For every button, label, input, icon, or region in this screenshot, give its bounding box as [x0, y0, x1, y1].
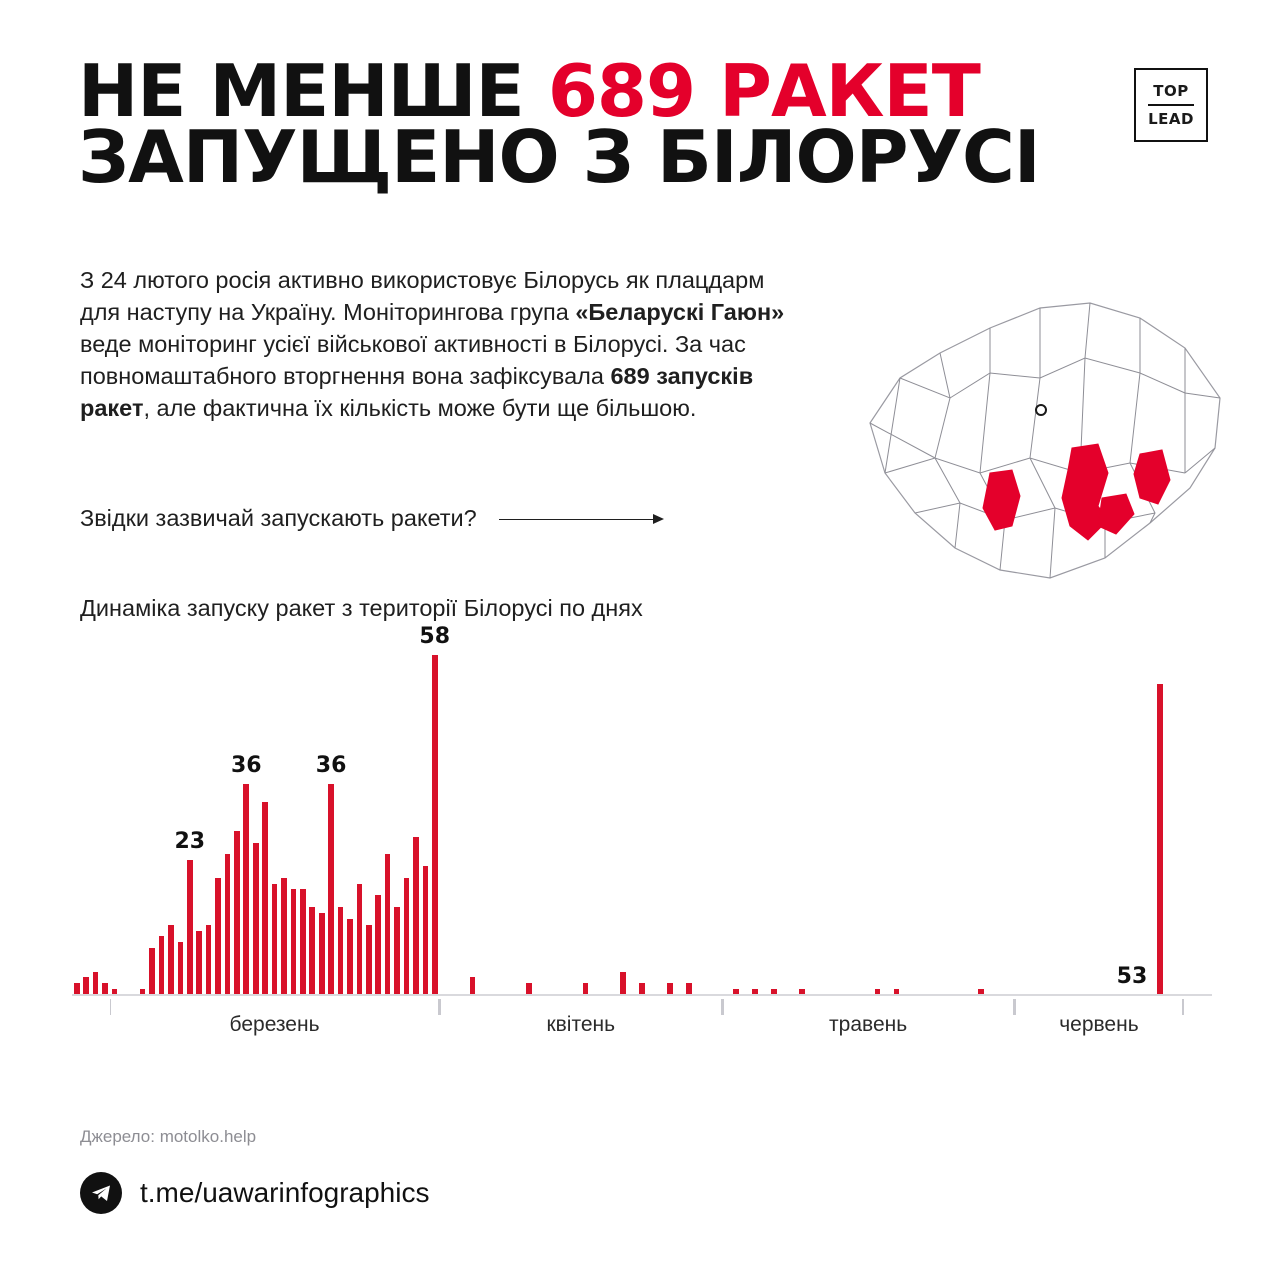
- chart-bar: [215, 878, 221, 995]
- chart-bar-slot: [496, 595, 505, 995]
- chart-bar-slot: [948, 595, 957, 995]
- chart-bar-slot: [854, 595, 863, 995]
- daily-launches-bar-chart: [0, 624, 1280, 1065]
- chart-bar-slot: [863, 595, 872, 995]
- chart-bar-slot: [1108, 595, 1117, 995]
- chart-bar-slot: [571, 595, 580, 995]
- chart-bar-slot: [609, 595, 618, 995]
- chart-bar-slot: [270, 595, 279, 995]
- telegram-row[interactable]: [80, 1172, 429, 1214]
- chart-bar: [328, 784, 334, 995]
- chart-bar-slot: [656, 595, 665, 995]
- chart-bar-slot: [251, 595, 260, 995]
- chart-bar-slot: [1071, 595, 1080, 995]
- chart-bar-slot: [543, 595, 552, 995]
- chart-bar: [149, 948, 155, 995]
- chart-bar-slot: [100, 595, 109, 995]
- chart-bar-slot: [892, 595, 901, 995]
- chart-bar-slot: [722, 595, 731, 995]
- chart-bar-slot: [166, 595, 175, 995]
- chart-bar-slot: [807, 595, 816, 995]
- chart-bar: [357, 884, 363, 995]
- chart-bar-value-label: 58: [419, 624, 451, 649]
- chart-bar-value-label: 36: [315, 752, 347, 778]
- chart-bar: [253, 843, 259, 995]
- chart-bar: [234, 831, 240, 995]
- chart-bar-slot: [1137, 595, 1146, 995]
- chart-bar-slot: [232, 595, 241, 995]
- chart-bar-slot: [439, 595, 448, 995]
- chart-bar-slot: [1024, 595, 1033, 995]
- chart-bar: [168, 925, 174, 995]
- chart-month-group: [439, 999, 722, 1045]
- chart-month-axis: [72, 999, 1212, 1045]
- intro-paragraph: [80, 265, 810, 425]
- chart-bar-slot: [694, 595, 703, 995]
- chart-bar: [1157, 684, 1163, 995]
- chart-bar-slot: [845, 595, 854, 995]
- title-part-dark-2: ЗАПУЩЕНО З БІЛОРУСІ: [78, 115, 1040, 200]
- chart-bar: [470, 977, 476, 995]
- chart-bar-value-label: 53: [1116, 964, 1148, 989]
- chart-bar-slot: [194, 595, 203, 995]
- chart-bar-slot: [977, 595, 986, 995]
- chart-bar-slot: [364, 595, 373, 995]
- chart-bar: [300, 889, 306, 995]
- chart-bar-slot: [230, 595, 262, 995]
- chart-bar-slot: [939, 595, 948, 995]
- chart-bar-slot: [315, 595, 347, 995]
- chart-bar-slot: [1090, 595, 1099, 995]
- chart-bar: [413, 837, 419, 995]
- question-row: [80, 505, 820, 532]
- intro-text-1: З 24 лютого росія активно використовує Білорусь як плацдарм для наступу на Україну. Моніторингова група: [80, 267, 765, 325]
- chart-bar-slot: [213, 595, 222, 995]
- chart-bar-slot: [336, 595, 345, 995]
- chart-bar-slot: [788, 595, 797, 995]
- chart-bar-slot: [797, 595, 806, 995]
- chart-bar-slot: [618, 595, 627, 995]
- telegram-handle: t.me/uawarinfographics: [140, 1177, 430, 1208]
- chart-bar-slot: [1146, 595, 1155, 995]
- chart-bar-slot: [1014, 595, 1023, 995]
- chart-bar-slot: [421, 595, 430, 995]
- chart-month-group: [722, 999, 1014, 1045]
- chart-title: Динаміка запуску ракет з території Білорусі по днях: [80, 595, 643, 621]
- chart-bar: [83, 977, 89, 995]
- chart-bar-slot: [1156, 595, 1165, 995]
- chart-bar-slot: [147, 595, 156, 995]
- chart-bar-slot: [684, 595, 693, 995]
- chart-bar-slot: [505, 595, 514, 995]
- chart-bar-slot: [911, 595, 920, 995]
- belarus-map-svg: [840, 258, 1240, 588]
- chart-bar-slot: [1203, 595, 1212, 995]
- chart-bar-slot: [308, 595, 317, 995]
- source-note: Джерело: motolko.help: [80, 1127, 257, 1146]
- axis-month-label: березень: [229, 1013, 320, 1036]
- chart-bar: [338, 907, 344, 995]
- chart-bar-slot: [1099, 595, 1108, 995]
- chart-bar-slot: [204, 595, 213, 995]
- chart-bar-slot: [581, 595, 590, 995]
- chart-bar-slot: [515, 595, 524, 995]
- chart-bar: [432, 655, 438, 995]
- chart-bar: [394, 907, 400, 995]
- chart-bar-slot: [1042, 595, 1051, 995]
- chart-bar-slot: [562, 595, 571, 995]
- chart-bar-slot: [477, 595, 486, 995]
- chart-bar: [225, 854, 231, 995]
- chart-bar: [159, 936, 165, 995]
- chart-bar-slot: [1080, 595, 1089, 995]
- chart-bar-slot: [176, 595, 185, 995]
- chart-bar-slot: [826, 595, 835, 995]
- chart-bar-slot: [110, 595, 119, 995]
- chart-bar: [243, 784, 249, 995]
- chart-bar-slot: [487, 595, 496, 995]
- title-part-red: 689 РАКЕТ: [547, 49, 980, 133]
- chart-bar-slot: [769, 595, 778, 995]
- intro-bold-1: «Беларускі Гаюн»: [575, 298, 785, 325]
- chart-bar-slot: [666, 595, 675, 995]
- chart-month-group: [1014, 999, 1184, 1045]
- chart-bar-slot: [1005, 595, 1014, 995]
- chart-bar-slot: [279, 595, 288, 995]
- chart-bar-slot: [873, 595, 882, 995]
- chart-bar: [423, 866, 429, 995]
- logo-divider: [1148, 104, 1194, 106]
- chart-bar-slot: [741, 595, 750, 995]
- chart-bar-slot: [637, 595, 646, 995]
- chart-bar-slot: [157, 595, 166, 995]
- chart-bar: [272, 884, 278, 995]
- chart-bar-slot: [298, 595, 307, 995]
- chart-bar-slot: [289, 595, 298, 995]
- chart-bar-slot: [345, 595, 354, 995]
- chart-bar-slot: [1116, 595, 1148, 995]
- chart-bar-slot: [835, 595, 844, 995]
- chart-bar: [206, 925, 212, 995]
- chart-bar-slot: [675, 595, 684, 995]
- title-part-dark: НЕ МЕНШЕ: [78, 49, 524, 133]
- intro-bold-2: 689 запусків ракет: [80, 362, 754, 421]
- chart-bar: [375, 895, 381, 995]
- intro-text-2: веде моніторинг усієї військової активності в Білорусі. За час повномаштабного вторгнення вона зафіксувала: [80, 330, 746, 389]
- chart-bars-container: [72, 595, 1212, 995]
- chart-bar-slot: [392, 595, 401, 995]
- chart-bar-slot: [967, 595, 976, 995]
- chart-bar-slot: [779, 595, 788, 995]
- chart-bar-slot: [91, 595, 100, 995]
- chart-bar-slot: [355, 595, 364, 995]
- chart-month-group: [110, 999, 440, 1045]
- chart-bar-slot: [402, 595, 411, 995]
- toplead-logo: [1134, 68, 1208, 142]
- logo-text-top: TOP: [1153, 81, 1189, 100]
- chart-bar-slot: [882, 595, 891, 995]
- chart-bar-slot: [1174, 595, 1183, 995]
- chart-bar-slot: [534, 595, 543, 995]
- chart-bar-slot: [223, 595, 232, 995]
- axis-month-label: квітень: [546, 1013, 616, 1036]
- chart-bar-slot: [1052, 595, 1061, 995]
- chart-baseline: [72, 994, 1212, 996]
- chart-bar: [178, 942, 184, 995]
- chart-bar-slot: [174, 595, 206, 995]
- telegram-icon: [80, 1172, 122, 1214]
- chart-bar-slot: [986, 595, 995, 995]
- chart-bar-slot: [129, 595, 138, 995]
- header: [78, 49, 1208, 200]
- arrow-right-icon: [499, 513, 664, 525]
- chart-bar-slot: [816, 595, 825, 995]
- chart-bar-slot: [411, 595, 420, 995]
- chart-bar-slot: [703, 595, 712, 995]
- chart-bar-slot: [590, 595, 599, 995]
- chart-bar-slot: [920, 595, 929, 995]
- axis-month-label: травень: [829, 1013, 908, 1036]
- chart-bar-slot: [317, 595, 326, 995]
- chart-bar-slot: [647, 595, 656, 995]
- chart-bar-slot: [750, 595, 759, 995]
- chart-bar-slot: [1184, 595, 1193, 995]
- chart-bar-value-label: 23: [174, 829, 206, 855]
- chart-bar-value-label: 36: [230, 752, 262, 778]
- chart-bar-slot: [1033, 595, 1042, 995]
- chart-bar-slot: [524, 595, 533, 995]
- question-text: Звідки зазвичай запускають ракети?: [80, 505, 477, 531]
- chart-bar: [319, 913, 325, 995]
- axis-month-label: червень: [1059, 1013, 1139, 1036]
- chart-bar-slot: [1118, 595, 1127, 995]
- logo-text-bottom: LEAD: [1148, 110, 1194, 128]
- chart-bar: [366, 925, 372, 995]
- chart-bar-slot: [468, 595, 477, 995]
- chart-bar-slot: [458, 595, 467, 995]
- chart-bar-slot: [628, 595, 637, 995]
- chart-bar-slot: [72, 595, 81, 995]
- chart-bar-slot: [760, 595, 769, 995]
- chart-bar-slot: [713, 595, 722, 995]
- chart-bar: [196, 931, 202, 995]
- chart-bar-slot: [383, 595, 392, 995]
- chart-bar: [620, 972, 626, 995]
- chart-bar: [291, 889, 297, 995]
- chart-bar-slot: [1193, 595, 1202, 995]
- chart-bar: [347, 919, 353, 995]
- intro-text-3: , але фактична їх кількість може бути ще більшою.: [143, 394, 697, 421]
- chart-bar-slot: [600, 595, 609, 995]
- belarus-map: [840, 258, 1240, 588]
- chart-bar: [385, 854, 391, 995]
- chart-bar-slot: [449, 595, 458, 995]
- chart-bar: [187, 860, 193, 995]
- chart-bar-slot: [995, 595, 1004, 995]
- chart-bar-slot: [958, 595, 967, 995]
- chart-bar-slot: [901, 595, 910, 995]
- chart-bar-slot: [929, 595, 938, 995]
- chart-bar-slot: [374, 595, 383, 995]
- chart-bar: [404, 878, 410, 995]
- chart-bar-slot: [119, 595, 128, 995]
- chart-bar: [309, 907, 315, 995]
- chart-bar-slot: [1165, 595, 1174, 995]
- chart-bar-slot: [732, 595, 741, 995]
- chart-bar-slot: [419, 595, 451, 995]
- chart-bar-slot: [81, 595, 90, 995]
- minsk-marker: [1036, 405, 1046, 415]
- chart-bar-slot: [138, 595, 147, 995]
- chart-bar: [262, 802, 268, 995]
- chart-bar: [281, 878, 287, 995]
- chart-bar-slot: [1061, 595, 1070, 995]
- chart-bar-slot: [260, 595, 269, 995]
- chart-bar: [93, 972, 99, 995]
- chart-bar-slot: [553, 595, 562, 995]
